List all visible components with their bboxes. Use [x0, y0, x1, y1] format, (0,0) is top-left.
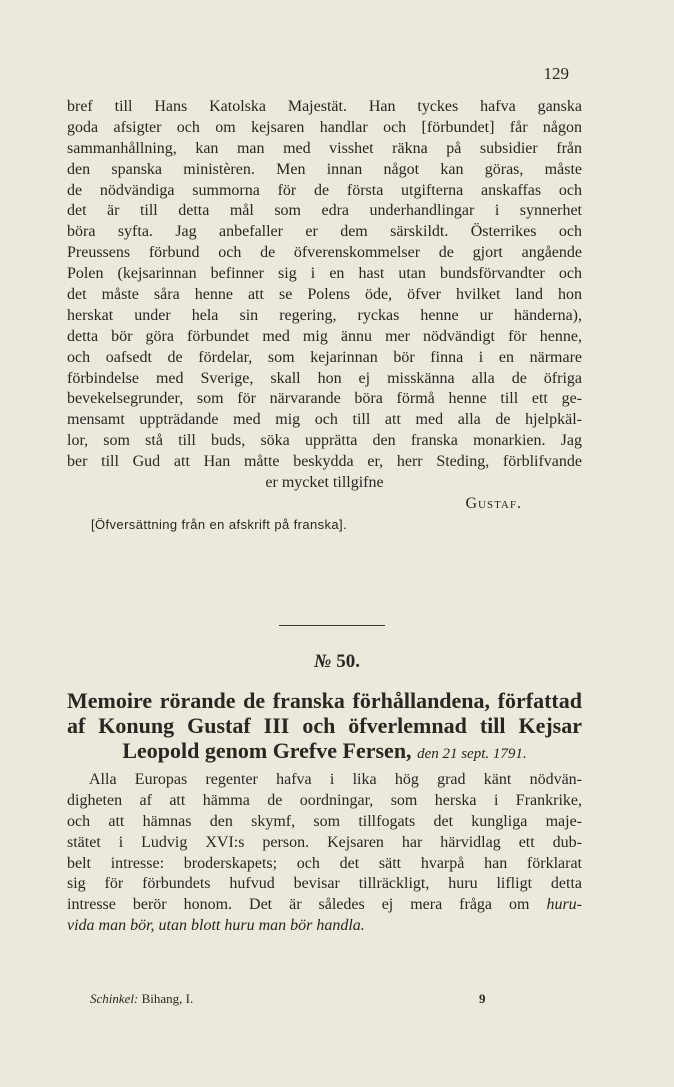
memoire-line: Alla Europas regenter hafva i lika hög grad känt nödvän- [89, 771, 582, 788]
letter-closing: er mycket tillgifne [265, 474, 384, 492]
letter-line: goda afsigter och om kejsaren handlar och [förbundet] får någon [67, 118, 582, 136]
memoire-line: stätet i Ludvig XVI:s person. Kejsaren har härvidlag ett dub- [67, 833, 582, 851]
letter-line: bevekelsegrunder, som för närvarande böra förmå henne till ett ge- [67, 390, 582, 408]
document-number-value: 50. [336, 651, 360, 672]
letter-body [67, 97, 582, 536]
letter-signature: Gustaf. [465, 494, 522, 512]
memoire-italic-word: huru- [546, 896, 583, 914]
title-line: Leopold genom Grefve Fersen, [122, 738, 412, 763]
memoire-line: intresse berör honom. Det är således ej mera fråga om [67, 896, 530, 914]
page-number: 129 [543, 64, 569, 83]
letter-line: och oafsedt de fördelar, som kejarinnan bör finna i en närmare [67, 348, 582, 366]
memoire-body [67, 770, 582, 937]
memoire-line: belt intresse: broderskapets; och det sätt hvarpå han förklarat [67, 854, 582, 872]
letter-line: mensamt uppträdande med mig och till att med alla de hjelpkäl- [67, 411, 582, 429]
footer-text: Bihang, I. [141, 991, 194, 1006]
memoire-line: sig för förbundets hufvud bevisar tillräckligt, huru lifligt detta [67, 875, 582, 893]
letter-line: bref till Hans Katolska Majestät. Han tyckes hafva ganska [67, 98, 582, 115]
letter-line: Polen (kejsarinnan befinner sig i en hast utan bundsförvandter och [67, 265, 582, 283]
title-line-with-date [67, 738, 582, 763]
letter-line: de nödvändiga summorna för de första utgifterna anskaffas och [67, 181, 582, 199]
document-number [0, 651, 674, 673]
title-date: den 21 sept. 1791. [417, 746, 527, 762]
letter-line: herskat under hela sin regering, ryckas henne ur händerna), [67, 306, 582, 324]
letter-line: lor, som stå till buds, söka upprätta den franska monarkien. Jag [67, 432, 582, 450]
footer-label: Schinkel: [90, 991, 139, 1006]
numero-sign: № [314, 651, 332, 672]
memoire-line: digheten af att hämma de oordningar, som herska i Frankrike, [67, 791, 582, 809]
sheet-signature: 9 [479, 991, 486, 1006]
memoire-line-with-italic [67, 895, 582, 916]
letter-line: böra syfta. Jag anbefaller er dem särskildt. Österrikes och [67, 223, 582, 241]
memoire-title [67, 688, 582, 763]
letter-line: Preussens förbund och de öfverenskommelser de gjort angående [67, 244, 582, 262]
letter-line: den spanska ministèren. Men innan något kan göras, måste [67, 160, 582, 178]
title-line: af Konung Gustaf III och öfverlemnad till Kejsar [67, 713, 582, 738]
section-divider [279, 625, 385, 626]
memoire-final-line: vida man bör, utan blott huru man bör handla. [67, 917, 365, 935]
letter-line: förbindelse med Sverige, skall hon ej misskänna alla de öfriga [67, 369, 582, 387]
letter-line: det måste såra henne att se Polens öde, öfver hvilket land hon [67, 286, 582, 304]
letter-line: sammanhållning, kan man med visshet räkna på subsidier från [67, 139, 582, 157]
letter-line: detta bör göra förbundet med mig ännu mer nödvändigt för henne, [67, 327, 582, 345]
page-footer [90, 991, 490, 1007]
memoire-line: och att hämnas den skymf, som tillfogats det kungliga maje- [67, 812, 582, 830]
letter-line: ber till Gud att Han måtte beskydda er, herr Steding, förblifvande [67, 453, 582, 471]
translation-note: [Öfversättning från en afskrift på franska]. [91, 516, 348, 532]
letter-line: det är till detta mål som edra underhandlingar i synnerhet [67, 202, 582, 220]
title-line: Memoire rörande de franska förhållandena, författad [67, 688, 582, 713]
